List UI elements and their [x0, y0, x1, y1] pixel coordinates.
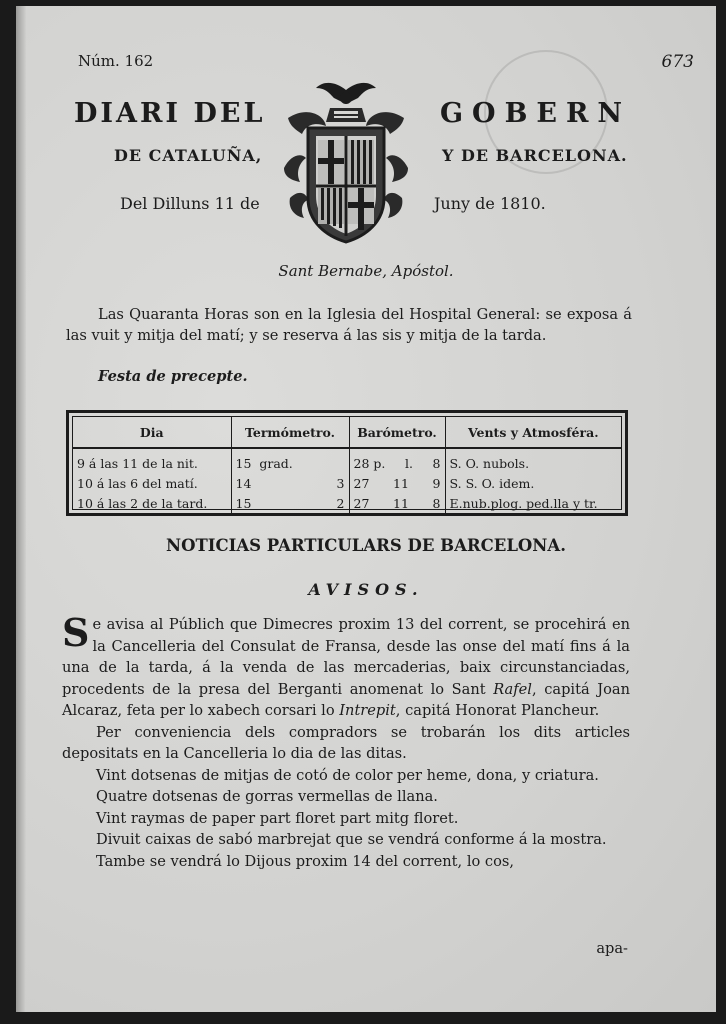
- ship-name: Rafel: [493, 680, 532, 698]
- avisos-body: [62, 610, 630, 872]
- page-number: 673: [661, 52, 694, 72]
- aviso-paragraph: Tambe se vendrá lo Dijous proxim 14 del corrent, lo cos,: [96, 852, 515, 870]
- temp-unit: grad.: [259, 455, 293, 471]
- weather-header-wind: Vents y Atmosféra.: [445, 417, 621, 448]
- temp-value: 15: [235, 495, 252, 511]
- weather-cell-baro: [349, 448, 445, 473]
- catchword: apa-: [596, 940, 628, 957]
- weather-header-thermometer: Termómetro.: [231, 417, 349, 448]
- avisos-title: AVISOS.: [308, 580, 424, 599]
- aviso-paragraph: Vint dotsenas de mitjas de cotó de color per heme, dona, y criatura.: [96, 766, 599, 784]
- weather-row: [73, 448, 621, 473]
- masthead-subtitle-right: Y DE BARCELONA.: [442, 146, 628, 165]
- weather-cell-wind: S. O. nubols.: [445, 448, 621, 473]
- weather-row: [73, 473, 621, 493]
- weather-header-dia: Dia: [73, 417, 231, 448]
- weather-cell-wind: S. S. O. idem.: [445, 473, 621, 493]
- baro-fraction: 8: [432, 455, 441, 471]
- weather-header-barometer: Barómetro.: [349, 417, 445, 448]
- baro-lines: 11: [393, 475, 409, 491]
- weather-cell-wind: E.nub.plog. ped.lla y tr.: [445, 493, 621, 513]
- temp-value: 14: [235, 475, 252, 491]
- weather-cell-temp: [231, 473, 349, 493]
- aviso-paragraph: [62, 610, 630, 722]
- aviso-paragraph: Per conveniencia dels compradors se trobarán los dits articles depositats en la Cancelleria lo dia de las ditas.: [62, 723, 630, 762]
- baro-inches: 28 p.: [353, 455, 386, 471]
- ship-name: Intrepit: [339, 702, 396, 719]
- weather-cell-dia: 9 á las 11 de la nit.: [77, 455, 198, 471]
- weather-cell-dia: 10 á las 6 del matí.: [77, 475, 198, 491]
- festa-note: Festa de precepte.: [98, 368, 248, 385]
- temp-value: 15: [235, 455, 252, 471]
- aviso-paragraph: Quatre dotsenas de gorras vermellas de llana.: [96, 788, 438, 805]
- aviso-paragraph: Vint raymas de paper part floret part mitg floret.: [96, 809, 459, 827]
- weather-cell-temp: [231, 493, 349, 513]
- temp-fraction: 2: [336, 495, 345, 511]
- temp-fraction: 3: [336, 475, 345, 491]
- masthead-title-left: DIARI DEL: [74, 98, 266, 129]
- section-title: NOTICIAS PARTICULARS DE BARCELONA.: [166, 536, 566, 555]
- baro-fraction: 9: [432, 475, 441, 491]
- baro-lines: l.: [404, 455, 413, 471]
- baro-inches: 27: [353, 475, 370, 491]
- weather-cell-baro: [349, 493, 445, 513]
- weather-cell-dia: 10 á las 2 de la tard.: [77, 495, 208, 511]
- weather-row: [73, 493, 621, 513]
- newspaper-page: [16, 6, 716, 1012]
- weather-header-row: [73, 417, 621, 448]
- masthead-title-right: GOBERN: [440, 98, 632, 129]
- page-gutter: [16, 6, 26, 1012]
- date-right: Juny de 1810.: [434, 194, 546, 213]
- baro-lines: 11: [393, 495, 409, 511]
- drop-cap: S: [62, 610, 90, 655]
- weather-cell-temp: [231, 448, 349, 473]
- coat-of-arms-icon: [276, 78, 416, 248]
- aviso-paragraph: Divuit caixas de sabó marbrejat que se vendrá conforme á la mostra.: [96, 831, 607, 848]
- saint-of-day: Sant Bernabe, Apóstol.: [278, 262, 454, 280]
- aviso-text: , capitá Joan Alcaraz, feta per lo xabech corsari lo: [62, 680, 630, 719]
- issue-number: Núm. 162: [78, 52, 154, 70]
- quaranta-horas-text: Las Quaranta Horas son en la Iglesia del Hospital General: se exposa á las vuit y mitja del matí; y se reserva á las sis y mitja de la tarda.: [66, 306, 632, 344]
- weather-table: [66, 410, 628, 516]
- weather-cell-baro: [349, 473, 445, 493]
- aviso-text: , capitá Honorat Plancheur.: [395, 702, 600, 719]
- aviso-text: e avisa al Públich que Dimecres proxim 13 del corrent, se procehirá en la Cancelleria del Consulat de Fransa, desde las onse del matí fins á la una de la tarda, á la venda de las mercaderias, baix circunstanciadas, procedents de la presa del Berganti anomenat lo Sant: [62, 616, 630, 698]
- date-left: Del Dilluns 11 de: [120, 194, 260, 213]
- masthead-subtitle-left: DE CATALUÑA,: [114, 146, 263, 165]
- baro-fraction: 8: [432, 495, 441, 511]
- baro-inches: 27: [353, 495, 370, 511]
